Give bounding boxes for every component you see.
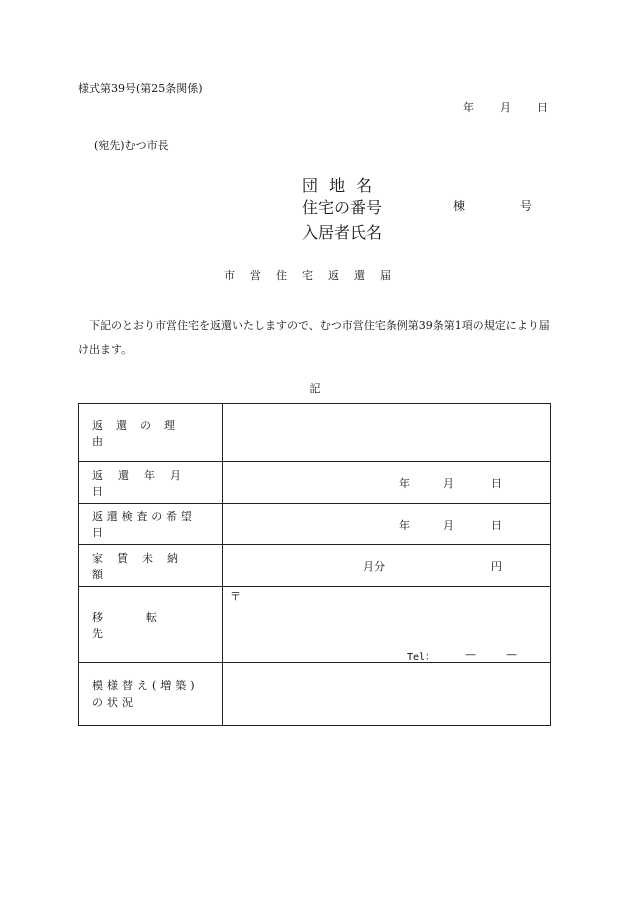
forwarding-address-row (79, 587, 551, 663)
reason-label (79, 417, 222, 449)
return-date-label-text: 返還年月日 (92, 468, 196, 498)
form-number: 様式第39号(第25条関係) (78, 82, 203, 95)
housing-number-label: 住宅の番号 (302, 198, 383, 217)
return-form-table (78, 403, 551, 726)
inspection-date-day: 日 (491, 519, 502, 532)
number-unit-label: 号 (520, 199, 533, 213)
rent-arrears-row (79, 545, 551, 587)
remodel-status-label (79, 677, 222, 711)
date-day-label: 日 (537, 101, 548, 114)
date-year-label: 年 (463, 101, 474, 114)
body-text: 下記のとおり市営住宅を返還いたしますので、むつ市営住宅条例第39条第1項の規定により届け出ます。 (78, 319, 550, 356)
inspection-date-row (79, 504, 551, 545)
resident-name-label: 入居者氏名 (302, 223, 383, 242)
return-date-day: 日 (491, 477, 502, 490)
remodel-label-text: 模様替え(増築)の状況 (92, 679, 199, 709)
remodel-status-field[interactable] (223, 663, 551, 726)
remodel-status-row (79, 663, 551, 726)
tel-dash-2: — (506, 648, 517, 661)
return-date-label (79, 467, 222, 499)
document-title: 市営住宅返還届 (224, 269, 406, 282)
forwarding-address-field[interactable] (223, 587, 551, 663)
inspection-date-field[interactable] (223, 504, 551, 545)
rent-month-portion: 月分 (363, 560, 385, 573)
forwarding-address-label (79, 609, 222, 641)
tel-dash-1: — (465, 648, 476, 661)
return-date-row (79, 462, 551, 504)
tel-label: Tel： (407, 652, 436, 663)
building-unit-label: 棟 (453, 199, 466, 213)
reason-row (79, 404, 551, 462)
inspection-date-label (79, 508, 222, 540)
rent-yen: 円 (491, 560, 502, 573)
forwarding-label-text: 移転先 (92, 610, 200, 640)
inspection-date-month: 月 (443, 519, 454, 532)
complex-name-label: 団 地 名 (302, 176, 376, 195)
date-month-label: 月 (500, 101, 511, 114)
rent-arrears-label (79, 550, 222, 582)
return-date-field[interactable] (223, 462, 551, 504)
reason-label-text: 返還の理由 (92, 418, 188, 448)
inspection-date-year: 年 (399, 519, 410, 532)
ki-heading: 記 (309, 382, 321, 395)
reason-field[interactable] (223, 404, 551, 462)
rent-arrears-label-text: 家賃未納額 (92, 551, 192, 581)
rent-arrears-field[interactable] (223, 545, 551, 587)
addressee: (宛先)むつ市長 (94, 139, 169, 152)
return-date-year: 年 (399, 477, 410, 490)
inspection-date-label-text: 返還検査の希望日 (92, 510, 196, 539)
return-date-month: 月 (443, 477, 454, 490)
postal-mark: 〒 (230, 590, 241, 603)
